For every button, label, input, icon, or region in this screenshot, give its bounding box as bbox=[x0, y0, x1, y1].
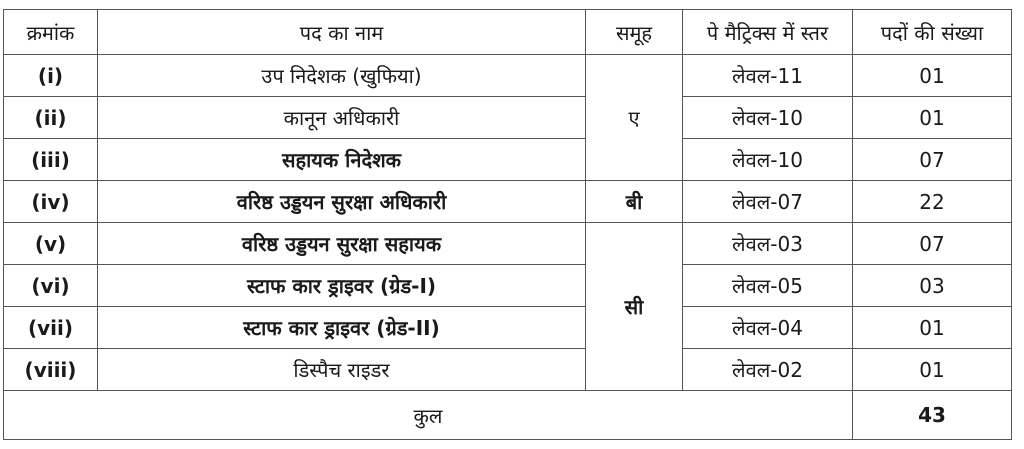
pay-level-cell: लेवल-10 bbox=[683, 97, 853, 139]
post-count-cell: 03 bbox=[853, 265, 1012, 307]
table-row bbox=[4, 97, 1012, 139]
post-name-cell: कानून अधिकारी bbox=[98, 97, 586, 139]
post-count-cell: 01 bbox=[853, 55, 1012, 97]
pay-level-cell: लेवल-02 bbox=[683, 349, 853, 391]
post-name-cell: सहायक निदेशक bbox=[98, 139, 586, 181]
table-row bbox=[4, 139, 1012, 181]
pay-level-cell: लेवल-10 bbox=[683, 139, 853, 181]
pay-level-cell: लेवल-04 bbox=[683, 307, 853, 349]
table-row bbox=[4, 55, 1012, 97]
post-count-cell: 22 bbox=[853, 181, 1012, 223]
post-count-cell: 07 bbox=[853, 223, 1012, 265]
table-row bbox=[4, 307, 1012, 349]
total-row bbox=[4, 391, 1012, 440]
post-name-cell: वरिष्ठ उड्डयन सुरक्षा अधिकारी bbox=[98, 181, 586, 223]
table-row bbox=[4, 349, 1012, 391]
post-name-cell: वरिष्ठ उड्डयन सुरक्षा सहायक bbox=[98, 223, 586, 265]
serial-cell: (viii) bbox=[4, 349, 98, 391]
post-count-cell: 01 bbox=[853, 307, 1012, 349]
pay-level-cell: लेवल-03 bbox=[683, 223, 853, 265]
post-name-cell: स्टाफ कार ड्राइवर (ग्रेड-II) bbox=[98, 307, 586, 349]
serial-cell: (vi) bbox=[4, 265, 98, 307]
post-count-cell: 01 bbox=[853, 97, 1012, 139]
header-serial: क्रमांक bbox=[4, 10, 98, 55]
serial-cell: (v) bbox=[4, 223, 98, 265]
header-post-name: पद का नाम bbox=[98, 10, 586, 55]
post-count-cell: 07 bbox=[853, 139, 1012, 181]
serial-cell: (ii) bbox=[4, 97, 98, 139]
table-row bbox=[4, 223, 1012, 265]
total-value: 43 bbox=[853, 391, 1012, 440]
header-pay-level: पे मैट्रिक्स में स्तर bbox=[683, 10, 853, 55]
group-cell: सी bbox=[586, 223, 683, 391]
pay-level-cell: लेवल-07 bbox=[683, 181, 853, 223]
post-count-cell: 01 bbox=[853, 349, 1012, 391]
group-cell: ए bbox=[586, 55, 683, 181]
pay-level-cell: लेवल-11 bbox=[683, 55, 853, 97]
header-post-count: पदों की संख्या bbox=[853, 10, 1012, 55]
post-name-cell: उप निदेशक (खुफिया) bbox=[98, 55, 586, 97]
total-label: कुल bbox=[4, 391, 853, 440]
header-row bbox=[4, 10, 1012, 55]
post-name-cell: स्टाफ कार ड्राइवर (ग्रेड-I) bbox=[98, 265, 586, 307]
post-name-cell: डिस्पैच राइडर bbox=[98, 349, 586, 391]
header-group: समूह bbox=[586, 10, 683, 55]
table-row bbox=[4, 181, 1012, 223]
serial-cell: (vii) bbox=[4, 307, 98, 349]
group-cell: बी bbox=[586, 181, 683, 223]
table-row bbox=[4, 265, 1012, 307]
serial-cell: (iv) bbox=[4, 181, 98, 223]
posts-table bbox=[3, 9, 1012, 440]
serial-cell: (i) bbox=[4, 55, 98, 97]
serial-cell: (iii) bbox=[4, 139, 98, 181]
pay-level-cell: लेवल-05 bbox=[683, 265, 853, 307]
